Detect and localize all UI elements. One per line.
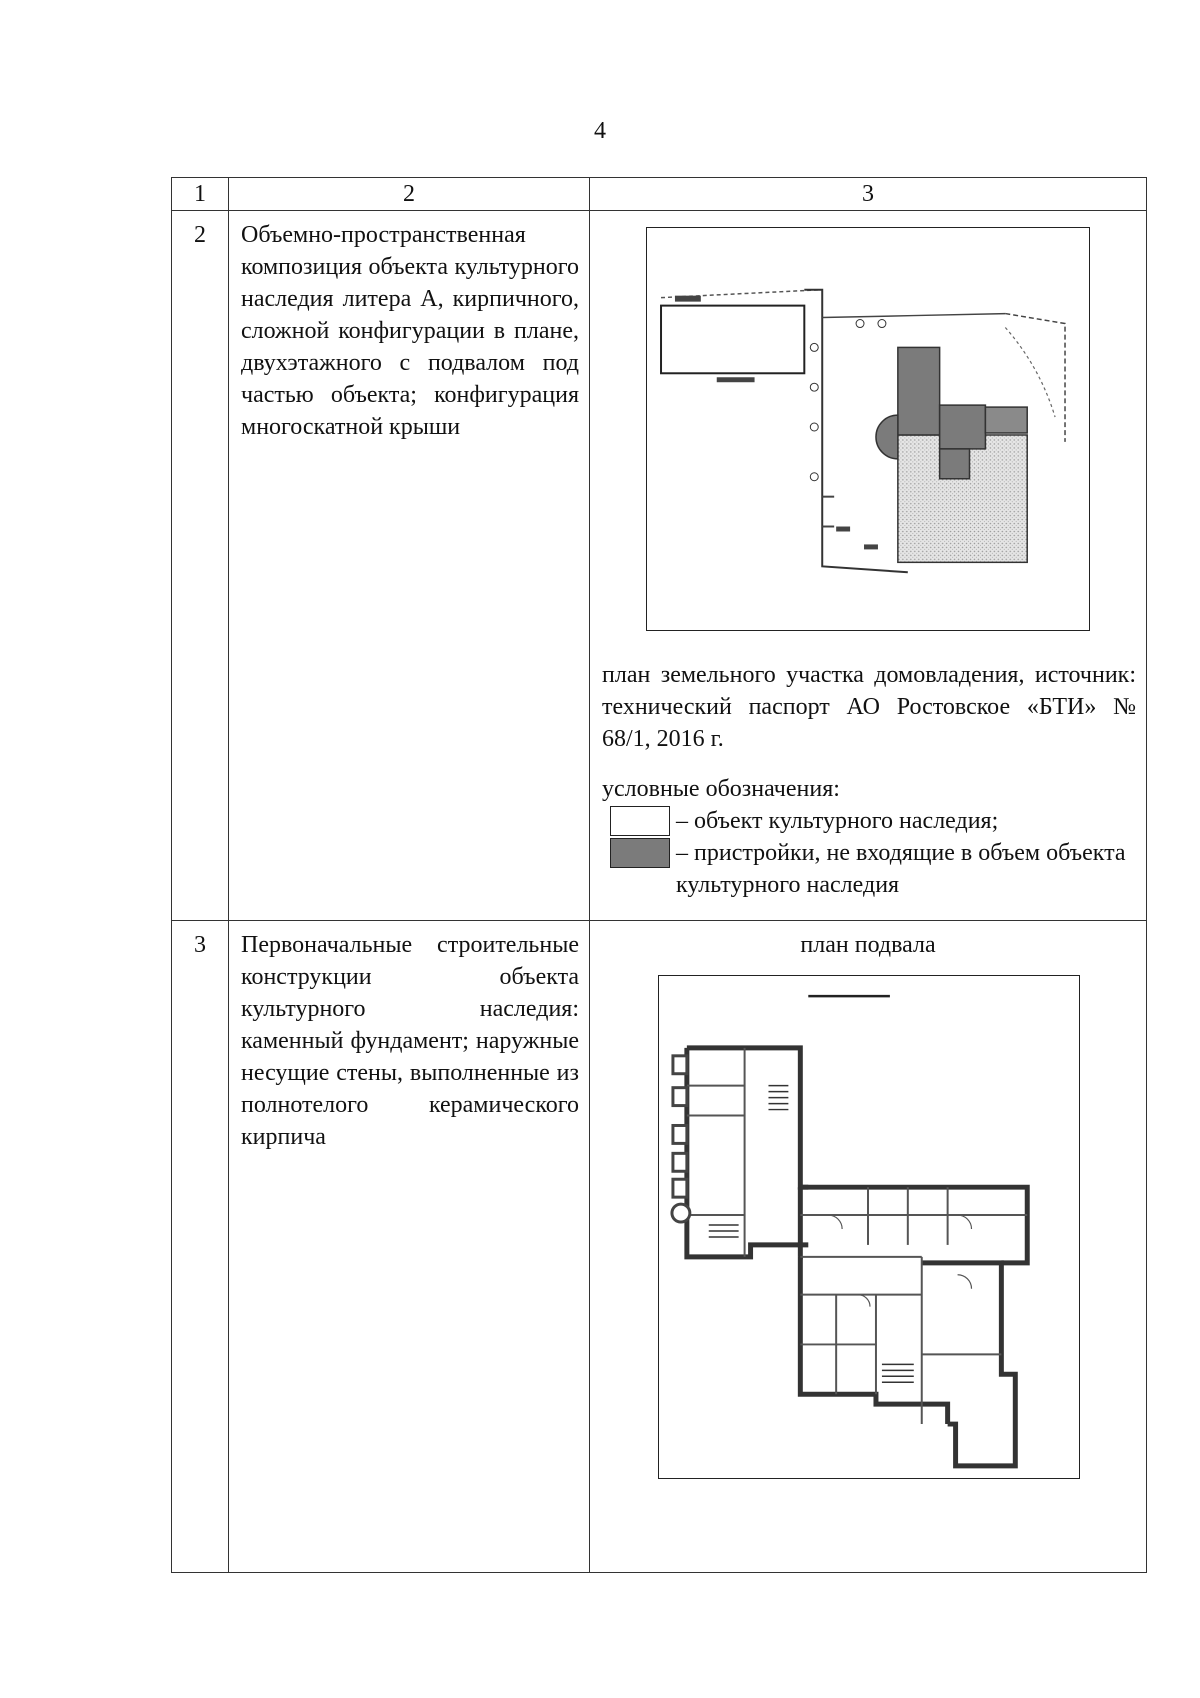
legend-item-heritage: [610, 805, 1146, 837]
legend-swatch-white: [610, 806, 670, 836]
description-cell: [229, 211, 590, 921]
site-plan-caption: план земельного участка домовладения, источник: технический паспорт АО Ростовское «БТИ» № 68/1, 2016 г.: [602, 662, 1136, 752]
illustration-cell: [590, 921, 1147, 1573]
legend-swatch-gray: [610, 838, 670, 868]
legend-title: условные обозначения:: [602, 776, 840, 802]
illustration-cell: [590, 211, 1147, 921]
header-col-3: 3: [590, 178, 1147, 211]
document-table: [171, 177, 1147, 1573]
table-row: [172, 211, 1147, 921]
table-header-row: [172, 178, 1147, 211]
legend-text-heritage: – объект культурного наследия;: [676, 808, 999, 834]
page-number: 4: [594, 118, 606, 144]
basement-plan-drawing: [659, 976, 1079, 1478]
basement-plan-title: план подвала: [800, 932, 936, 958]
row-description: Объемно-пространственная композиция объекта культурного наследия литера А, кирпичного, сложной конфигурации в плане, двухэтажного с подвалом под частью объекта; конфигурация многоскатной крыши: [241, 222, 579, 440]
basement-plan-image: [658, 975, 1080, 1479]
header-col-2: 2: [229, 178, 590, 211]
row-number: 2: [194, 222, 206, 248]
header-col-1: 1: [172, 178, 229, 211]
table-row: [172, 921, 1147, 1573]
legend-item-annex: [610, 837, 1146, 901]
site-plan-drawing: [647, 228, 1089, 630]
description-cell: [229, 921, 590, 1573]
row-description: Первоначальные строительные конструкции объекта культурного наследия: каменный фундамент; наружные несущие стены, выполненные из полнотелого керамического кирпича: [241, 932, 579, 1150]
legend-text-annex: – пристройки, не входящие в объем объекта культурного наследия: [676, 840, 1126, 898]
row-number: 3: [194, 932, 206, 958]
row-number-cell: [172, 921, 229, 1573]
row-number-cell: [172, 211, 229, 921]
site-plan-image: [646, 227, 1090, 631]
